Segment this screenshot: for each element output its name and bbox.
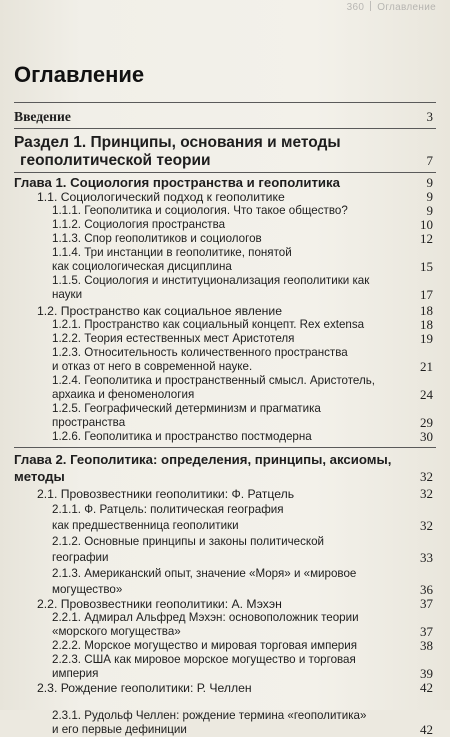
toc-entry-title: методы	[14, 469, 65, 484]
toc-entry-title: как предшественница геополитики	[52, 519, 239, 532]
toc-entry-page: 9	[426, 203, 433, 218]
toc-entry-title: 1.1.3. Спор геополитиков и социологов	[52, 232, 262, 245]
toc-entry-title: архаика и феноменология	[52, 388, 195, 401]
toc-entry-title: 1.2.6. Геополитика и пространство постмодерна	[52, 430, 312, 443]
toc-entry-title: Введение	[14, 109, 71, 124]
divider	[14, 102, 436, 103]
running-head-page: 360	[346, 2, 365, 13]
toc-entry-page: 36	[420, 582, 433, 597]
running-head-divider	[370, 1, 371, 11]
toc-entry-title: 2.1.2. Основные принципы и законы политической	[52, 535, 324, 548]
toc-entry-title: 2.1.1. Ф. Ратцель: политическая география	[52, 503, 284, 516]
toc-entry-title: 1.1.1. Геополитика и социология. Что такое общество?	[52, 204, 348, 217]
toc-entry-title: 2.2.1. Адмирал Альфред Мэхэн: основоположник теории	[52, 611, 359, 624]
toc-entry-title: Раздел 1. Принципы, основания и методы	[14, 134, 341, 151]
toc-entry-title: и отказ от него в современной науке.	[52, 360, 253, 373]
divider	[14, 128, 436, 129]
toc-entry-title: 1.2.1. Пространство как социальный концепт. Rex extensa	[52, 318, 365, 331]
toc-entry-page: 33	[420, 550, 433, 565]
toc-entry-title: 2.2.2. Морское могущество и мировая торговая империя	[52, 639, 357, 652]
toc-entry-page: 18	[420, 303, 433, 318]
toc-entry-page: 37	[420, 624, 433, 639]
toc-entry-page: 7	[426, 153, 433, 168]
toc-entry-title: 2.3. Рождение геополитики: Р. Челлен	[37, 681, 252, 695]
toc-entry-page: 10	[420, 217, 433, 232]
toc-entry-title: Глава 2. Геополитика: определения, принципы, аксиомы,	[14, 452, 392, 467]
toc-entry-title: и его первые дефиниции	[52, 723, 187, 736]
page-title: Оглавление	[14, 62, 145, 87]
toc-entry-title: 2.2.3. США как мировое морское могущество и торговая	[52, 653, 356, 666]
toc-entry-title: 1.2.5. Географический детерминизм и прагматика	[52, 402, 321, 415]
toc-entry-title: 1.2. Пространство как социальное явление	[37, 304, 282, 318]
toc-entry-page: 21	[420, 359, 433, 374]
toc-entry-page: 3	[426, 109, 433, 124]
toc-entry-page: 12	[420, 231, 433, 246]
toc-entry-page: 15	[420, 259, 433, 274]
toc-entry-title: геополитической теории	[20, 152, 211, 169]
toc-entry-page: 32	[420, 486, 433, 501]
running-head	[347, 1, 436, 13]
toc-entry-title: пространства	[52, 416, 126, 429]
toc-entry-page: 37	[420, 596, 433, 611]
toc-entry-title: 1.1.2. Социология пространства	[52, 218, 226, 231]
toc-entry-title: 1.1.5. Социология и институционализация геополитики как	[52, 274, 370, 287]
toc-entry-title: 1.1. Социологический подход к геополитике	[37, 190, 285, 204]
toc-entry-page: 38	[420, 638, 433, 653]
divider	[14, 447, 436, 448]
toc-entry-page: 29	[420, 415, 433, 430]
divider	[14, 172, 436, 173]
toc-entry-page: 30	[420, 429, 433, 444]
toc-entry-title: 2.3.1. Рудольф Челлен: рождение термина «геополитика»	[52, 709, 367, 722]
toc-entry-title: науки	[52, 288, 83, 301]
toc-entry-page: 32	[420, 469, 433, 484]
toc-entry-page: 42	[420, 722, 433, 737]
running-head-label: Оглавление	[377, 2, 436, 13]
toc-entry-title: 2.1.3. Американский опыт, значение «Моря» и «мировое	[52, 567, 357, 580]
toc-entry-page: 17	[420, 287, 433, 302]
toc-entry-title: как социологическая дисциплина	[52, 260, 232, 273]
toc-entry-title: Глава 1. Социология пространства и геополитика	[14, 175, 340, 190]
toc-entry-title: географии	[52, 551, 109, 564]
toc-entry-title: 2.1. Провозвестники геополитики: Ф. Ратцель	[37, 487, 295, 501]
toc-entry-title: 1.2.2. Теория естественных мест Аристотеля	[52, 332, 295, 345]
toc-entry-title: «морского могущества»	[52, 625, 181, 638]
toc-entry-page: 9	[426, 189, 433, 204]
toc-entry-page: 24	[420, 387, 433, 402]
toc-entry-page: 42	[420, 680, 433, 695]
toc-entry-page: 39	[420, 666, 433, 681]
toc-entry-page: 19	[420, 331, 433, 346]
toc-entry-page: 32	[420, 518, 433, 533]
toc-entry-title: 2.2. Провозвестники геополитики: А. Мэхэн	[37, 597, 282, 611]
toc-entry-page: 18	[420, 317, 433, 332]
toc-entry-title: империя	[52, 667, 99, 680]
toc-entry-title: 1.2.3. Относительность количественного пространства	[52, 346, 348, 359]
toc-entry-title: 1.2.4. Геополитика и пространственный смысл. Аристотель,	[52, 374, 376, 387]
toc-entry-title: могущество»	[52, 583, 123, 596]
toc-entry-title: 1.1.4. Три инстанции в геополитике, понятой	[52, 246, 292, 259]
toc-entry-page: 9	[426, 175, 433, 190]
